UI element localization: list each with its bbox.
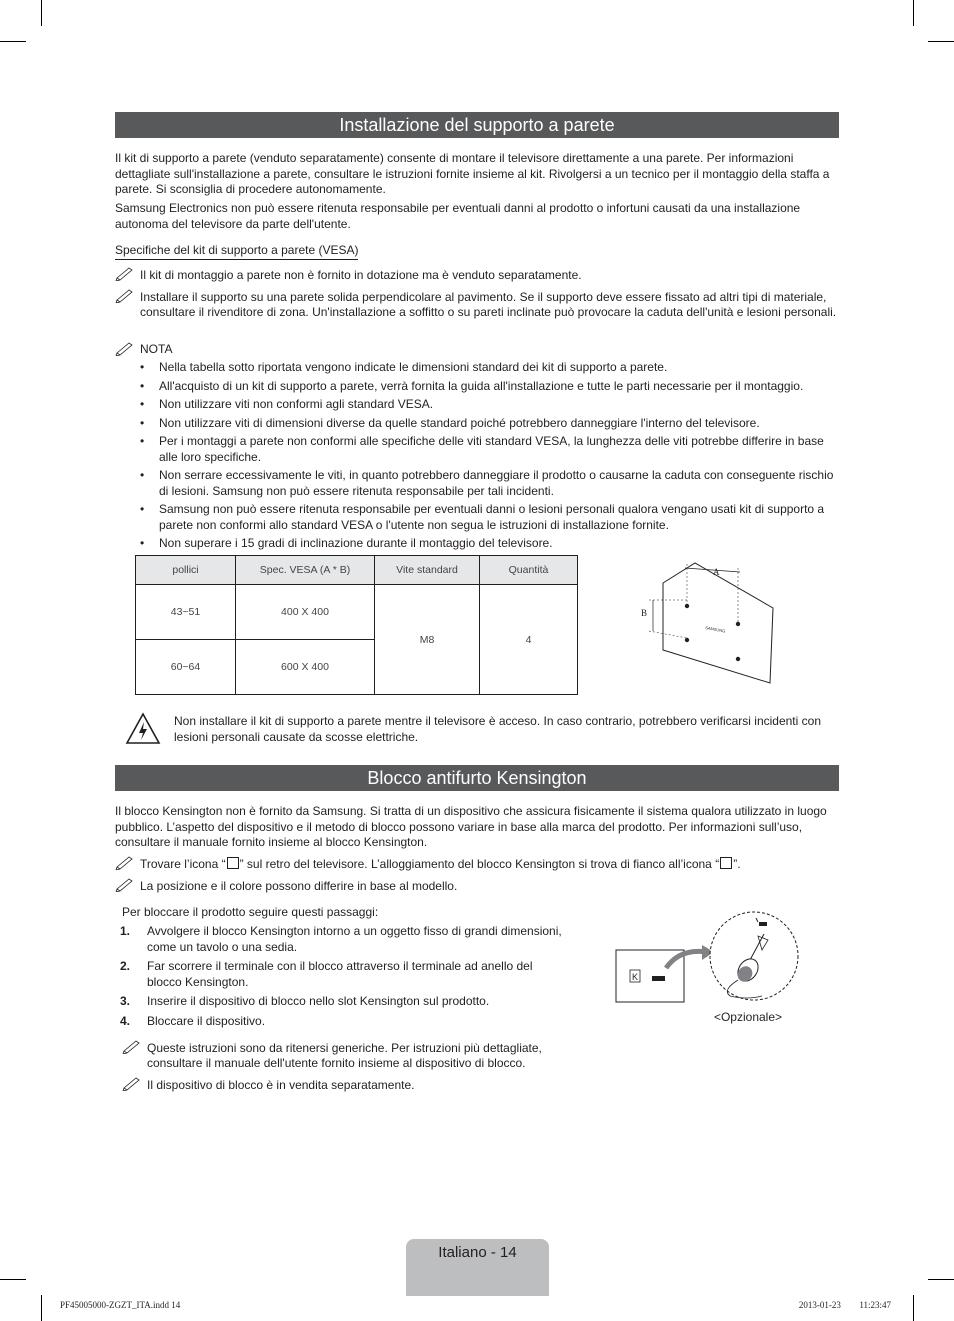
table-cell: 60~64	[136, 640, 236, 695]
file-slug: PF45005000-ZGZT_ITA.indd 14	[60, 1300, 181, 1310]
list-item: • Non serrare eccessivamente le viti, in quanto potrebbero danneggiare il prodotto o causarne la caduta con conseguente rischio di lesioni. Samsung non può essere ritenuta responsabile per tali incidenti.	[137, 468, 837, 499]
pencil-note-icon	[115, 340, 135, 356]
note-position-color: La posizione e il colore possono differire in base al modello.	[140, 879, 458, 893]
kensington-icon	[227, 857, 239, 869]
list-item: 1. Avvolgere il blocco Kensington intorno a un oggetto fisso di grandi dimensioni, come un tavolo o una sedia.	[120, 924, 562, 954]
kensington-lock-illustration	[612, 910, 802, 1005]
table-cell: 43~51	[136, 585, 236, 640]
list-item: • Nella tabella sotto riportata vengono indicate le dimensioni standard dei kit di supporto a parete.	[137, 360, 837, 376]
note-generic-instructions: Queste istruzioni sono da ritenersi generiche. Per istruzioni più dettagliate, consultare il manuale dell'utente fornito insieme al dispositivo di blocco.	[147, 1041, 542, 1070]
list-item: • All'acquisto di un kit di supporto a parete, verrà fornita la guida all'installazione e tutte le parti necessarie per il montaggio.	[137, 379, 837, 395]
table-header: pollici	[136, 556, 236, 585]
kensington-k-label: K	[632, 972, 639, 982]
note-label: NOTA	[140, 342, 173, 356]
list-item: 2. Far scorrere il terminale con il blocco attraverso il terminale ad anello del blocco Kensington.	[120, 959, 533, 989]
pencil-note-icon	[115, 265, 135, 281]
list-item: • Non utilizzare viti di dimensioni diverse da quelle standard poiché potrebbero danneggiare l'interno del televisore.	[137, 416, 837, 432]
list-item: 4. Bloccare il dispositivo.	[120, 1013, 266, 1028]
pencil-note-icon	[115, 876, 135, 892]
section-title-wall-mount: Installazione del supporto a parete	[115, 112, 839, 138]
pencil-note-icon	[122, 1038, 142, 1054]
vesa-table	[135, 555, 578, 695]
wall-mount-intro: Il kit di supporto a parete (venduto separatamente) consente di montare il televisore direttamente a una parete. Per informazioni dettagliate sull'installazione a parete, consultare le istruzioni fornite insieme al kit. Rivolgersi a un tecnico per il montaggio della staffa a parete. Si sconsiglia di procedere autonomamente.	[115, 151, 830, 196]
electric-warning-icon	[125, 712, 161, 745]
wall-mount-liability: Samsung Electronics non può essere ritenuta responsabile per eventuali danni al prodotto o infortuni causati da una installazione autonoma del televisore da parte dell'utente.	[115, 201, 801, 231]
vesa-notes-list	[137, 360, 837, 555]
kensington-intro: Il blocco Kensington non è fornito da Samsung. Si tratta di un dispositivo che assicura fisicamente il sistema qualora utilizzato in luogo pubblico. L’aspetto del dispositivo e il metodo di blocco possono variare in base alla marca del prodotto. Per informazioni sull’uso, consultare il manuale fornito insieme al blocco Kensington.	[115, 804, 827, 849]
table-header: Quantità	[480, 556, 578, 585]
pencil-note-icon	[115, 854, 135, 870]
timestamp-slug: 2013-01-23 ￿￿ 11:23:47	[798, 1300, 891, 1310]
vesa-subheading: Specifiche del kit di supporto a parete (VESA)	[115, 243, 358, 260]
pencil-note-icon	[122, 1075, 142, 1091]
list-item: • Per i montaggi a parete non conformi alle specifiche delle viti standard VESA, la lunghezza delle viti potrebbe differire in base alle loro specifiche.	[137, 434, 837, 465]
optional-caption: <Opzionale>	[713, 1010, 783, 1024]
tv-back-diagram	[635, 558, 780, 688]
label-b: B	[641, 608, 648, 618]
section-title-kensington: Blocco antifurto Kensington	[115, 765, 839, 791]
table-cell: M8	[375, 585, 480, 695]
note-kit-not-included: Il kit di montaggio a parete non è fornito in dotazione ma è venduto separatamente.	[140, 268, 582, 282]
note-sold-separately: Il dispositivo di blocco è in vendita separatamente.	[147, 1078, 415, 1092]
note-kensington-icon: Trovare l’icona “ ” sul retro del televisore. L’alloggiamento del blocco Kensington si trova di fianco all’icona “ ”.	[140, 857, 741, 871]
steps-intro: Per bloccare il prodotto seguire questi passaggi:	[122, 905, 379, 919]
brand-logo: SAMSUNG	[704, 625, 726, 634]
note-solid-wall: Installare il supporto su una parete solida perpendicolare al pavimento. Se il supporto deve essere fissato ad altri tipi di materiale, consultare il rivenditore di zona. Un'installazione a soffitto o su pareti inclinate può provocare la caduta dell'unità e lesioni personali.	[140, 290, 837, 319]
list-item: 3. Inserire il dispositivo di blocco nello slot Kensington sul prodotto.	[120, 994, 490, 1008]
table-header: Spec. VESA (A * B)	[236, 556, 375, 585]
list-item: • Samsung non può essere ritenuta responsabile per eventuali danni o lesioni personali qualora vengano usati kit di supporto a parete non conformi allo standard VESA o l'utente non segua le istruzioni di installazione fornite.	[137, 502, 837, 533]
table-header: Vite standard	[375, 556, 480, 585]
list-item: • Non superare i 15 gradi di inclinazione durante il montaggio del televisore.	[137, 536, 837, 552]
kensington-icon	[720, 857, 732, 869]
table-cell: 4	[480, 585, 578, 695]
table-cell: 400 X 400	[236, 585, 375, 640]
list-item: • Non utilizzare viti non conformi agli standard VESA.	[137, 397, 837, 413]
page-number: Italiano - 14	[438, 1244, 517, 1261]
pencil-note-icon	[115, 287, 135, 303]
table-cell: 600 X 400	[236, 640, 375, 695]
warning-text: Non installare il kit di supporto a parete mentre il televisore è acceso. In caso contrario, potrebbero verificarsi incidenti con lesioni personali causate da scosse elettriche.	[174, 714, 821, 744]
label-a: A	[713, 567, 720, 577]
lock-steps	[120, 924, 570, 1033]
